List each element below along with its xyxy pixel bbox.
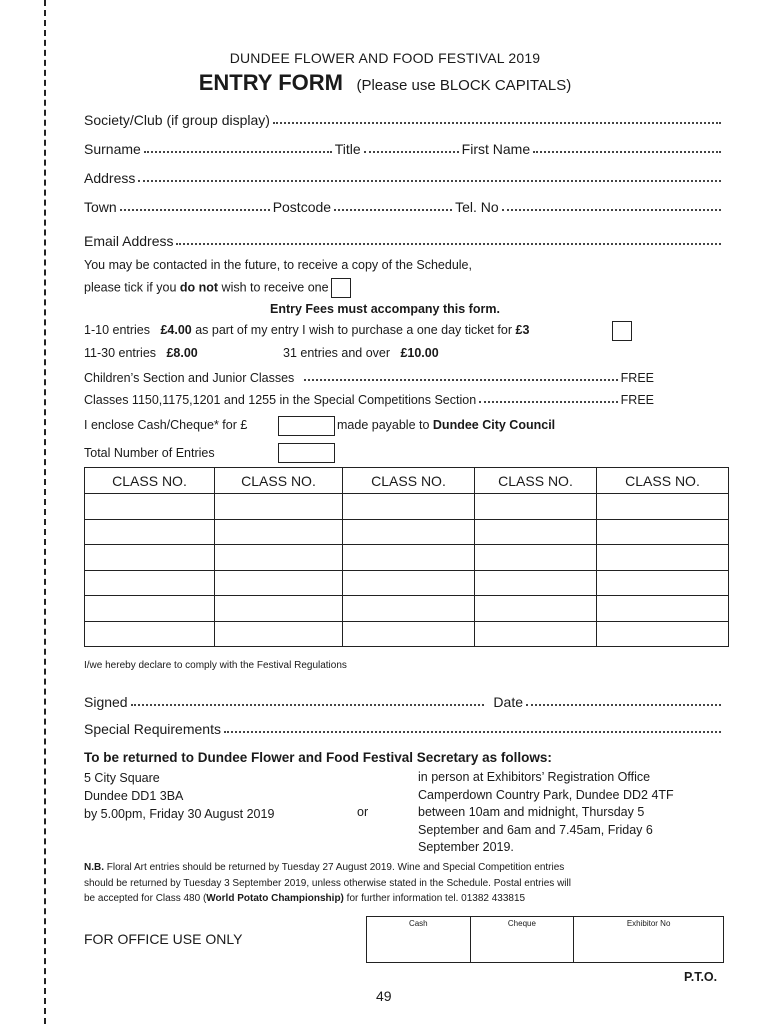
class-cell[interactable] [597,545,729,571]
class-cell[interactable] [85,621,215,647]
class-cell[interactable] [215,596,343,622]
amount-input[interactable] [278,416,335,436]
class-cell[interactable] [343,596,475,622]
class-cell[interactable] [215,545,343,571]
enclose-label: I enclose Cash/Cheque* for £ [84,418,248,432]
office-use-label: FOR OFFICE USE ONLY [84,931,243,947]
class-cell[interactable] [85,570,215,596]
column-header: CLASS NO. [215,468,343,494]
address-label: Address [84,170,136,186]
address-field[interactable] [84,168,724,186]
cut-line [44,0,46,1024]
title-note: (Please use BLOCK CAPITALS) [356,77,572,94]
page-number: 49 [376,988,392,1004]
tel-label: Tel. No [455,199,499,215]
class-cell[interactable] [343,545,475,571]
special-comp-price: FREE [620,393,654,407]
date-field[interactable] [526,703,721,706]
table-row [85,545,729,571]
class-cell[interactable] [597,570,729,596]
column-header: CLASS NO. [597,468,729,494]
class-cell[interactable] [475,596,597,622]
column-header: CLASS NO. [343,468,475,494]
table-row [85,494,729,520]
class-cell[interactable] [597,519,729,545]
office-cash-cell: Cash [367,917,471,962]
society-field[interactable] [84,110,724,128]
class-cell[interactable] [597,596,729,622]
table-row [85,596,729,622]
do-not-contact-checkbox[interactable] [331,278,351,298]
class-cell[interactable] [475,570,597,596]
signed-row [84,692,724,710]
name-row [84,139,724,157]
first-name-label: First Name [461,141,531,157]
class-cell[interactable] [85,494,215,520]
fee-row-1: 1-10 entries £4.00 as part of my entry I wish to purchase a one day ticket for £3 [84,323,530,337]
class-cell[interactable] [475,519,597,545]
title-field[interactable] [364,150,459,153]
contact-text-2: please tick if you do not wish to receive one [84,278,351,298]
return-heading: To be returned to Dundee Flower and Food Festival Secretary as follows: [84,750,552,765]
class-cell[interactable] [343,519,475,545]
class-cell[interactable] [475,494,597,520]
class-cell[interactable] [215,519,343,545]
column-header: CLASS NO. [85,468,215,494]
special-req-label: Special Requirements [84,721,221,737]
class-cell[interactable] [343,621,475,647]
fee-row-2: 11-30 entries £8.00 [84,346,198,360]
festival-name: DUNDEE FLOWER AND FOOD FESTIVAL 2019 [229,50,541,66]
return-in-person: in person at Exhibitors’ Registration Office Camperdown Country Park, Dundee DD2 4TF between 10am and midnight, Thursday 5 September and 6am and 7.45am, Friday 6 September 2019. [418,770,674,854]
nb-note: N.B. Floral Art entries should be returned by Tuesday 27 August 2019. Wine and Special Competition entries should be returned by Tuesday 3 September 2019, unless otherwise stated in the Schedule. Postal entries will be accepted for Class 480 (World Potato Championship) for further information tel. 01382 433815 [84,862,571,904]
childrens-label: Children’s Section and Junior Classes [84,371,295,385]
surname-label: Surname [84,141,141,157]
class-cell[interactable] [343,570,475,596]
return-postal: 5 City Square Dundee DD1 3BA by 5.00pm, Friday 30 August 2019 [84,771,275,821]
office-exhibitor-cell: Exhibitor No [626,919,671,928]
special-comp-row [84,389,654,407]
table-row [85,570,729,596]
class-cell[interactable] [475,621,597,647]
form-title-block [0,70,770,96]
payable-text: made payable to Dundee City Council [337,418,556,432]
total-entries-input[interactable] [278,443,335,463]
total-entries-label: Total Number of Entries [84,446,215,460]
tel-field[interactable] [502,208,721,211]
email-label: Email Address [84,233,174,249]
column-header: CLASS NO. [475,468,597,494]
office-use-box [366,916,724,963]
class-cell[interactable] [597,621,729,647]
postcode-field[interactable] [334,208,452,211]
special-comp-label: Classes 1150,1175,1201 and 1255 in the Special Competitions Section [84,393,477,407]
date-label: Date [493,694,523,710]
class-cell[interactable] [343,494,475,520]
office-cheque-cell: Cheque [471,917,575,962]
title-label: Title [334,141,361,157]
return-or: or [357,805,369,819]
fee-row-2b: 31 entries and over £10.00 [283,346,439,360]
signed-field[interactable] [131,703,485,706]
table-header-row [85,468,729,494]
table-row [85,519,729,545]
class-cell[interactable] [85,519,215,545]
pto: P.T.O. [684,970,718,984]
class-cell[interactable] [215,494,343,520]
class-cell[interactable] [215,570,343,596]
class-cell[interactable] [597,494,729,520]
class-cell[interactable] [85,545,215,571]
town-row [84,197,724,215]
town-field[interactable] [120,208,270,211]
day-ticket-checkbox[interactable] [612,321,632,341]
childrens-row [84,367,654,385]
class-entries-table [84,467,729,647]
surname-field[interactable] [144,150,332,153]
first-name-field[interactable] [533,150,721,153]
table-row [85,621,729,647]
form-title: ENTRY FORM [198,70,343,95]
signed-label: Signed [84,694,128,710]
special-req-field[interactable] [84,719,724,737]
town-label: Town [84,199,117,215]
email-field[interactable] [84,231,724,249]
contact-text-1: You may be contacted in the future, to receive a copy of the Schedule, [84,258,472,272]
class-cell[interactable] [475,545,597,571]
declaration: I/we hereby declare to comply with the Festival Regulations [84,660,347,671]
class-cell[interactable] [215,621,343,647]
class-cell[interactable] [85,596,215,622]
fees-heading: Entry Fees must accompany this form. [270,302,500,316]
childrens-price: FREE [620,371,654,385]
postcode-label: Postcode [272,199,332,215]
society-label: Society/Club (if group display) [84,112,270,128]
